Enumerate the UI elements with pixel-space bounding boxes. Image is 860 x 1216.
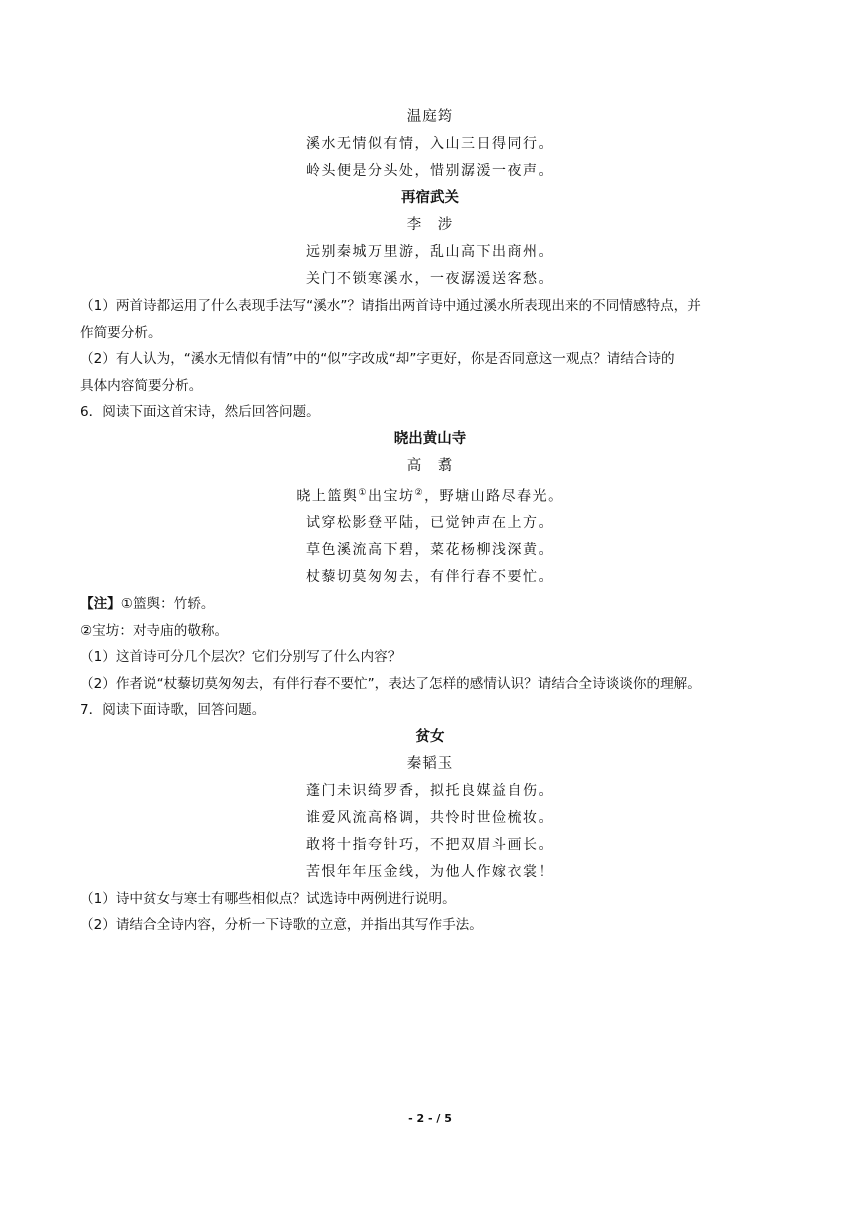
q5-part1-line2: 作简要分析。 xyxy=(80,324,162,341)
q6-note-1 xyxy=(80,591,780,618)
q5-part1 xyxy=(80,293,780,346)
footnote-ref-2: ② xyxy=(414,487,425,498)
q7-poem-line-1: 蓬门未识绮罗香，拟托良媒益自伤。 xyxy=(306,782,554,799)
q5-part2 xyxy=(80,346,780,399)
q7-poem-line-3: 敢将十指夸针巧，不把双眉斗画长。 xyxy=(306,836,554,853)
poem2-title: 再宿武关 xyxy=(401,190,459,206)
q7-poem-line-4: 苦恨年年压金线，为他人作嫁衣裳！ xyxy=(306,863,554,880)
q5-part1-line1: （1）两首诗都运用了什么表现手法写“溪水”？请指出两首诗中通过溪水所表现出来的不同情感特点，并 xyxy=(80,298,701,314)
q6-line1-part-b: 出宝坊 xyxy=(368,488,415,505)
q5-part2-line1: （2）有人认为，“溪水无情似有情”中的“似”字改成“却”字更好，你是否同意这一观点？请结合诗的 xyxy=(80,351,675,367)
footnote-ref-1: ① xyxy=(358,487,368,498)
poem2-line-1: 远别秦城万里游，乱山高下出商州。 xyxy=(306,244,554,260)
poem1-line-1: 溪水无情似有情，入山三日得同行。 xyxy=(306,136,554,152)
poem2-author: 李 涉 xyxy=(406,217,454,233)
q6-poem-author: 高 翥 xyxy=(406,457,454,474)
q6-poem-line-3: 草色溪流高下碧，菜花杨柳浅深黄。 xyxy=(306,542,554,559)
q7-poem-line-2: 谁爱风流高格调，共怜时世俭梳妆。 xyxy=(306,809,554,826)
q6-intro: 6．阅读下面这首宋诗，然后回答问题。 xyxy=(80,404,320,420)
q7-part2: （2）请结合全诗内容，分析一下诗歌的立意，并指出其写作手法。 xyxy=(80,917,483,934)
poem2-line-2: 关门不锁寒溪水，一夜潺湲送客愁。 xyxy=(306,271,554,287)
q6-part1: （1）这首诗可分几个层次？它们分别写了什么内容？ xyxy=(80,649,402,666)
q6-poem-line-2: 试穿松影登平陆，已觉钟声在上方。 xyxy=(306,515,554,532)
q6-poem-title: 晓出黄山寺 xyxy=(393,430,467,447)
note-label: 【注】 xyxy=(80,596,121,613)
q7-poem-author: 秦韬玉 xyxy=(406,755,454,772)
poem1-line-2: 岭头便是分头处，惜别潺湲一夜声。 xyxy=(306,163,554,179)
page-content xyxy=(80,104,780,939)
q6-poem-line-1 xyxy=(80,480,780,511)
q6-line1-part-a: 晓上篮舆 xyxy=(296,488,359,505)
q6-part2: （2）作者说“杖藜切莫匆匆去，有伴行春不要忙”，表达了怎样的感情认识？请结合全诗谈谈你的理解。 xyxy=(80,675,701,692)
note1-text: ①篮舆：竹轿。 xyxy=(120,596,215,613)
q6-note-2: ②宝坊：对寺庙的敬称。 xyxy=(80,622,229,639)
q7-part1: （1）诗中贫女与寒士有哪些相似点？试选诗中两例进行说明。 xyxy=(80,890,456,907)
q7-poem-title: 贫女 xyxy=(415,728,445,745)
q7-intro: 7．阅读下面诗歌，回答问题。 xyxy=(80,702,266,719)
poem1-author: 温庭筠 xyxy=(406,109,454,125)
q5-part2-line2: 具体内容简要分析。 xyxy=(80,377,203,394)
q6-line1-part-c: ，野塘山路尽春光。 xyxy=(424,488,564,505)
page-number: - 2 - / 5 xyxy=(408,1112,452,1125)
q6-poem-line-4: 杖藜切莫匆匆去，有伴行春不要忙。 xyxy=(306,569,554,586)
